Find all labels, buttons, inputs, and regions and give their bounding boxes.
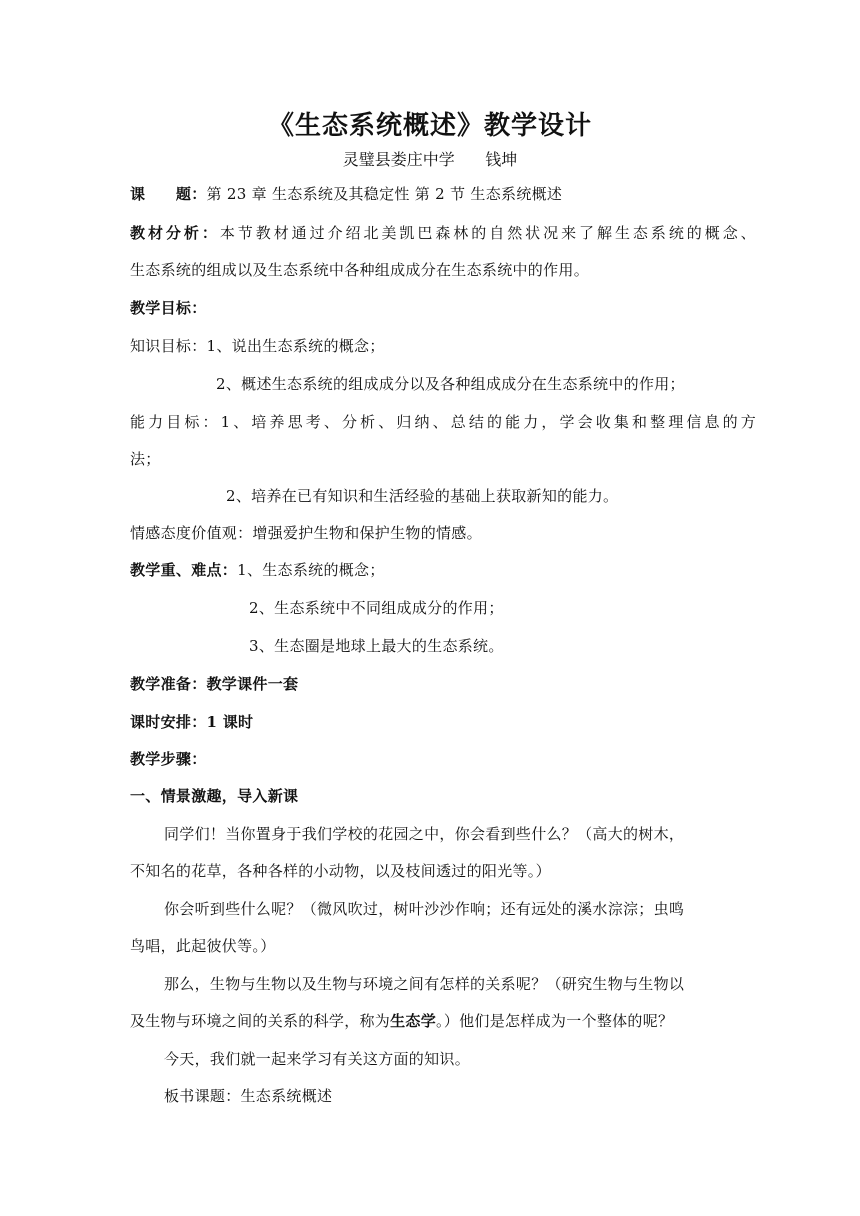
- paragraph-1-line-2: 不知名的花草，各种各样的小动物，以及枝间透过的阳光等。）: [130, 862, 551, 880]
- ability-goal-1a: 能力目标：1、培养思考、分析、归纳、总结的能力，学会收集和整理信息的方: [130, 413, 756, 431]
- document-title: 《生态系统概述》教学设计: [267, 111, 592, 141]
- ecology-term: 生态学: [390, 1012, 437, 1030]
- paragraph-5: 板书课题：生态系统概述: [164, 1087, 333, 1105]
- key-point-1: 1、生态系统的概念；: [237, 561, 385, 579]
- analysis-line-2: 生态系统的组成以及生态系统中各种组成成分在生态系统中的作用。: [130, 261, 590, 279]
- course-label: 课 题：: [130, 185, 207, 203]
- emotion-goal: 情感态度价值观：增强爱护生物和保护生物的情感。: [130, 524, 482, 542]
- section-1-heading: 一、情景激趣，导入新课: [130, 787, 299, 805]
- paragraph-3-text-b: 。）他们是怎样成为一个整体的呢？: [436, 1012, 674, 1030]
- steps-heading: 教学步骤：: [130, 750, 207, 768]
- key-points-line-1: [130, 557, 385, 583]
- paragraph-2-line-1: 你会听到些什么呢？（微风吹过，树叶沙沙作响；还有远处的溪水淙淙；虫鸣: [164, 900, 685, 918]
- author-byline: 灵璧县娄庄中学 钱坤: [342, 150, 518, 169]
- analysis-label: 教材分析：: [130, 224, 220, 242]
- knowledge-goal-2: 2、概述生态系统的组成成分以及各种组成成分在生态系统中的作用；: [216, 375, 685, 393]
- course-text: 第 23 章 生态系统及其稳定性 第 2 节 生态系统概述: [206, 185, 563, 203]
- paragraph-4: 今天，我们就一起来学习有关这方面的知识。: [164, 1050, 471, 1068]
- ability-goal-2: 2、培养在已有知识和生活经验的基础上获取新知的能力。: [226, 487, 619, 505]
- paragraph-3-text-a: 及生物与环境之间的关系的科学，称为: [130, 1012, 391, 1030]
- teaching-prep: 教学准备：教学课件一套: [130, 675, 299, 693]
- paragraph-3-line-1: 那么，生物与生物以及生物与环境之间有怎样的关系呢？（研究生物与生物以: [164, 975, 685, 993]
- class-schedule: 课时安排：1 课时: [130, 713, 254, 731]
- goals-heading: 教学目标：: [130, 299, 207, 317]
- key-points-label: 教学重、难点：: [130, 561, 238, 579]
- key-point-2: 2、生态系统中不同组成成分的作用；: [249, 599, 504, 617]
- key-point-3: 3、生态圈是地球上最大的生态系统。: [249, 637, 504, 655]
- paragraph-2-line-2: 鸟唱，此起彼伏等。）: [130, 937, 276, 955]
- paragraph-1-line-1: 同学们！当你置身于我们学校的花园之中，你会看到些什么？（高大的树木，: [164, 825, 685, 843]
- analysis-text-1: 本节教材通过介绍北美凯巴森林的自然状况来了解生态系统的概念、: [219, 224, 756, 242]
- paragraph-3-line-2: [130, 1008, 673, 1034]
- knowledge-goal-1: 知识目标：1、说出生态系统的概念；: [130, 337, 385, 355]
- analysis-line-1: [130, 220, 756, 246]
- course-line: [130, 181, 562, 207]
- ability-goal-1b: 法；: [130, 450, 161, 468]
